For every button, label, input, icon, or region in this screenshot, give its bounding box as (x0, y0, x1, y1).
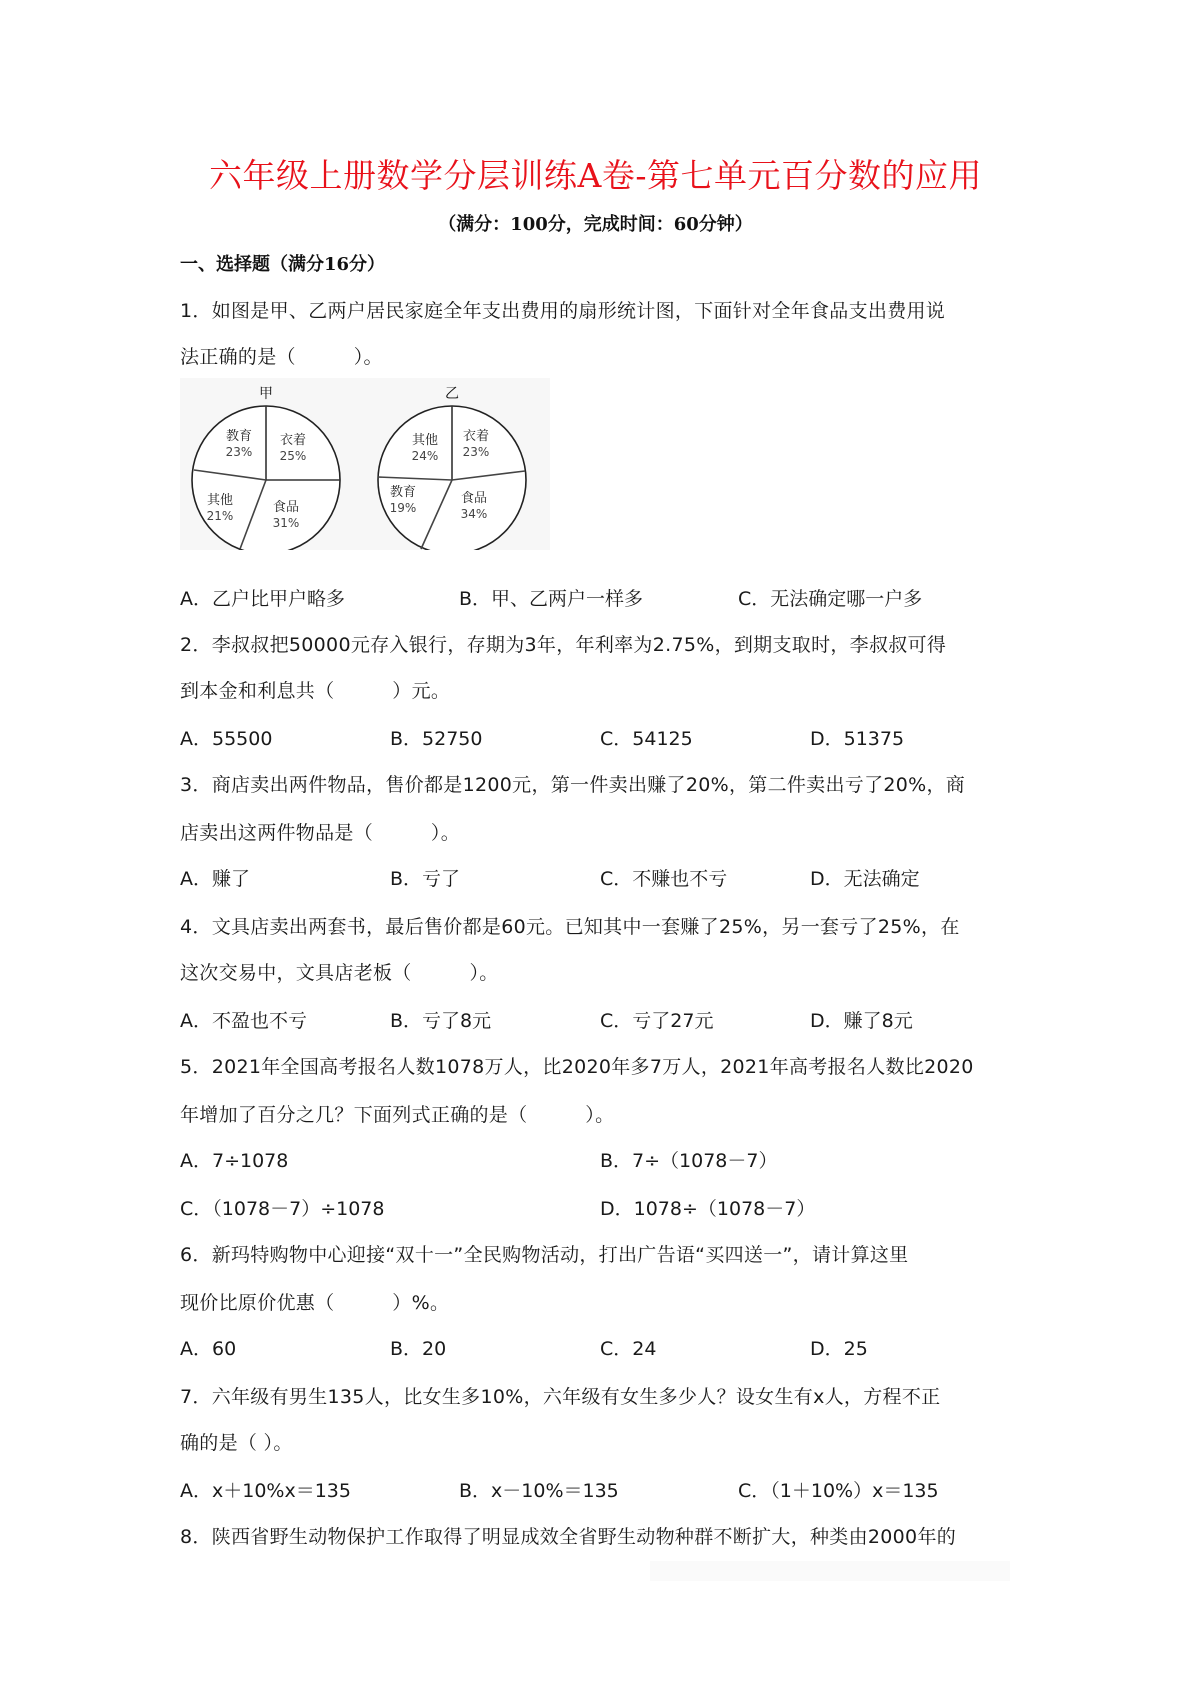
question-4-line-1: 4．文具店卖出两套书，最后售价都是60元。已知其中一套赚了25%，另一套亏了25%，在 (180, 916, 960, 938)
q6-option-a: A．60 (180, 1338, 237, 1360)
pie-yi-title: 乙 (445, 386, 459, 402)
question-6-line-2: 现价比原价优惠（ ）%。 (180, 1292, 450, 1314)
q6-option-c: C．24 (600, 1338, 657, 1360)
q1-option-b: B．甲、乙两户一样多 (459, 588, 644, 610)
question-8-line-1: 8．陕西省野生动物保护工作取得了明显成效全省野生动物种群不断扩大，种类由2000年的 (180, 1526, 957, 1548)
page-subtitle: （满分：100分，完成时间：60分钟） (438, 214, 753, 235)
svg-text:24%: 24% (411, 449, 439, 463)
svg-text:教育: 教育 (225, 429, 253, 444)
question-1-line-2: 法正确的是（ ）。 (180, 346, 383, 368)
svg-text:23%: 23% (225, 445, 253, 459)
pie-chart-yi (378, 386, 526, 550)
q3-option-d: D．无法确定 (810, 868, 920, 890)
page-title: 六年级上册数学分层训练A卷-第七单元百分数的应用 (209, 156, 982, 195)
question-2-line-2: 到本金和利息共（ ）元。 (180, 680, 451, 702)
question-5-line-2: 年增加了百分之几？下面列式正确的是（ ）。 (180, 1104, 615, 1126)
question-3-line-1: 3．商店卖出两件物品，售价都是1200元，第一件卖出赚了20%，第二件卖出亏了20%，商 (180, 774, 966, 796)
q7-option-a: A．x＋10%x＝135 (180, 1480, 351, 1502)
q4-option-b: B．亏了8元 (390, 1010, 492, 1032)
q7-option-b: B．x－10%＝135 (459, 1480, 619, 1502)
svg-text:19%: 19% (389, 501, 417, 515)
q1-option-a: A．乙户比甲户略多 (180, 588, 345, 610)
question-6-line-1: 6．新玛特购物中心迎接“双十一”全民购物活动，打出广告语“买四送一”，请计算这里 (180, 1244, 909, 1266)
q4-option-c: C．亏了27元 (600, 1010, 714, 1032)
q5-option-d: D．1078÷（1078－7） (600, 1198, 816, 1220)
q6-option-b: B．20 (390, 1338, 447, 1360)
svg-text:其他: 其他 (206, 493, 234, 508)
q6-option-d: D．25 (810, 1338, 868, 1360)
q5-option-c: C．（1078－7）÷1078 (180, 1198, 385, 1220)
q2-option-d: D．51375 (810, 728, 905, 750)
section-heading: 一、选择题（满分16分） (180, 254, 386, 275)
pie-jia-title: 甲 (259, 386, 273, 402)
q2-option-b: B．52750 (390, 728, 483, 750)
q4-option-a: A．不盈也不亏 (180, 1010, 307, 1032)
q4-option-d: D．赚了8元 (810, 1010, 913, 1032)
pie-charts-figure (180, 378, 550, 550)
faint-watermark-box (650, 1561, 1010, 1581)
q5-option-a: A．7÷1078 (180, 1150, 289, 1172)
pie-chart-jia (192, 386, 340, 550)
svg-text:25%: 25% (279, 449, 307, 463)
question-2-line-1: 2．李叔叔把50000元存入银行，存期为3年，年利率为2.75%，到期支取时，李叔叔可得 (180, 634, 947, 656)
q1-option-c: C．无法确定哪一户多 (738, 588, 923, 610)
svg-text:34%: 34% (460, 507, 488, 521)
svg-text:31%: 31% (272, 516, 300, 530)
question-5-line-1: 5．2021年全国高考报名人数1078万人，比2020年多7万人，2021年高考报名人数比2020 (180, 1056, 974, 1078)
q7-option-c: C．（1＋10%）x＝135 (738, 1480, 939, 1502)
question-4-line-2: 这次交易中，文具店老板（ ）。 (180, 962, 499, 984)
svg-text:食品: 食品 (460, 491, 488, 506)
q2-option-a: A．55500 (180, 728, 273, 750)
svg-text:衣着: 衣着 (462, 429, 490, 444)
svg-text:21%: 21% (206, 509, 234, 523)
svg-text:食品: 食品 (272, 500, 300, 515)
question-7-line-1: 7．六年级有男生135人，比女生多10%，六年级有女生多少人？设女生有x人，方程不正 (180, 1386, 941, 1408)
question-1-line-1: 1．如图是甲、乙两户居民家庭全年支出费用的扇形统计图，下面针对全年食品支出费用说 (180, 300, 946, 322)
q3-option-c: C．不赚也不亏 (600, 868, 728, 890)
q2-option-c: C．54125 (600, 728, 693, 750)
q3-option-a: A．赚了 (180, 868, 250, 890)
q3-option-b: B．亏了 (390, 868, 461, 890)
question-7-line-2: 确的是（ ）。 (180, 1432, 293, 1454)
svg-text:衣着: 衣着 (279, 433, 307, 448)
svg-text:其他: 其他 (411, 433, 439, 448)
svg-text:23%: 23% (462, 445, 490, 459)
svg-text:教育: 教育 (389, 485, 417, 500)
question-3-line-2: 店卖出这两件物品是（ ）。 (180, 822, 461, 844)
q5-option-b: B．7÷（1078－7） (600, 1150, 778, 1172)
